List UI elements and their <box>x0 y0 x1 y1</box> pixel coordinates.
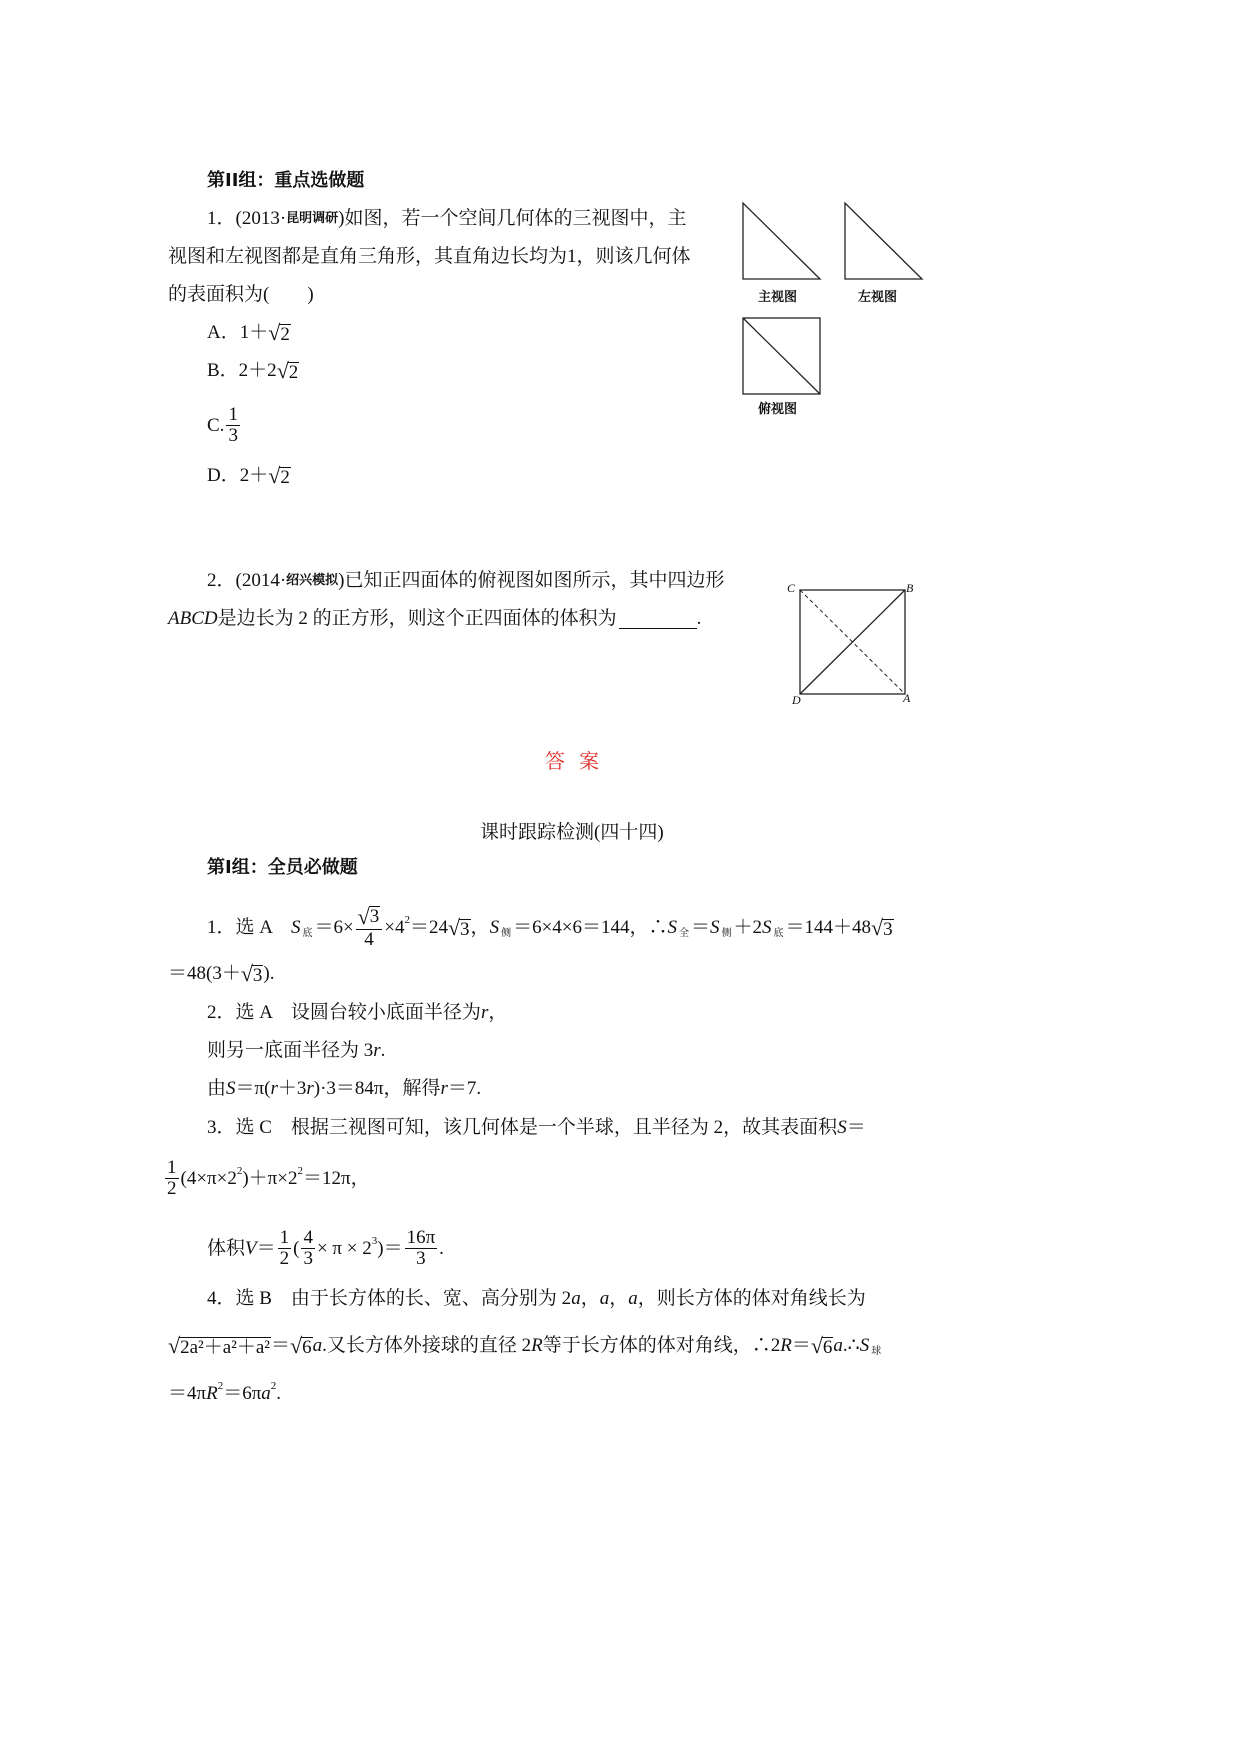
radical-sign: √ <box>871 915 884 940</box>
math-variable: S <box>762 917 772 938</box>
denominator <box>303 1249 313 1269</box>
q1-line <box>207 207 687 231</box>
math-variable: a <box>261 1383 271 1404</box>
math-variable: r <box>480 1002 489 1023</box>
radicand: 3 <box>883 919 893 940</box>
subscript: 底 <box>773 928 784 939</box>
text: ＝ <box>791 1335 811 1356</box>
text: ＝6π <box>223 1383 262 1404</box>
radical-sign: √ <box>240 961 253 986</box>
text: ， <box>609 1288 629 1309</box>
subscript: 侧 <box>721 928 732 939</box>
numerator <box>405 1228 438 1249</box>
option-d <box>207 464 291 488</box>
text: )＝ <box>377 1237 403 1259</box>
fraction <box>301 1228 315 1269</box>
answers-title: 答案 <box>545 749 613 773</box>
subscript: 全 <box>679 928 689 939</box>
text: 3 <box>303 1248 313 1269</box>
source-label: 绍兴模拟 <box>286 573 339 588</box>
sqrt-expression <box>277 359 300 383</box>
text: 是边长为 2 的正方形，则这个正四面体的体积为 <box>217 608 617 629</box>
text: ＝144＋48 <box>785 917 872 938</box>
math-variable: S <box>710 917 720 938</box>
text: ＝ <box>270 1335 290 1356</box>
denominator <box>167 1179 177 1199</box>
math-variable: S <box>290 917 301 938</box>
text: C. <box>207 414 225 436</box>
math-variable: a <box>312 1335 323 1356</box>
radical-sign: √ <box>357 904 370 929</box>
answer-4-cont <box>168 1382 281 1406</box>
math-variable: R <box>780 1335 792 1356</box>
denominator <box>364 930 374 950</box>
text: 1 <box>279 1227 290 1248</box>
text: 则另一底面半径为 3 <box>207 1040 374 1061</box>
text: ＋3 <box>277 1078 307 1099</box>
subscript: 底 <box>302 928 313 939</box>
source-label: 昆明调研 <box>286 211 339 226</box>
text: ， <box>470 917 490 938</box>
text: ， <box>580 1288 600 1309</box>
text: 3 <box>416 1248 426 1269</box>
radicand: 3 <box>460 919 470 940</box>
math-variable: r <box>440 1078 448 1099</box>
numerator <box>165 1158 179 1179</box>
answer-2-cont <box>207 1077 481 1101</box>
text: . <box>696 608 702 629</box>
text: D．2＋ <box>207 465 269 486</box>
radical-sign: √ <box>168 1333 181 1358</box>
answer-3-volume <box>207 1228 444 1269</box>
numerator <box>301 1228 315 1249</box>
math-variable: r <box>373 1040 381 1061</box>
left-view-label: 左视图 <box>858 290 898 305</box>
denominator <box>228 426 238 446</box>
text: B．2＋2 <box>207 360 277 381</box>
sqrt-expression <box>241 962 264 986</box>
text: 体积 <box>207 1237 246 1259</box>
answer-4-cont <box>168 1334 883 1358</box>
top-view-label: 俯视图 <box>758 402 798 417</box>
radicand: 6 <box>822 1337 833 1358</box>
math-variable: S <box>489 917 500 938</box>
point-b: B <box>906 581 914 595</box>
option-c <box>207 405 242 446</box>
text: 4 <box>303 1227 313 1248</box>
superscript: 2 <box>404 914 410 926</box>
text: A．1＋ <box>207 322 269 343</box>
text: )·3＝84π，解得 <box>313 1078 441 1099</box>
text: ＝ <box>691 917 711 938</box>
math-variable: S <box>226 1078 236 1099</box>
math-variable: r <box>306 1078 314 1099</box>
text: ＝π( <box>235 1078 271 1099</box>
text: ×4 <box>384 917 405 938</box>
math-variable: ABCD <box>168 608 218 629</box>
option-b <box>207 359 299 383</box>
answer-blank <box>619 610 697 629</box>
answer-2 <box>207 1001 507 1025</box>
text: ＝ <box>256 1237 276 1259</box>
text: . <box>439 1237 444 1259</box>
subscript: 侧 <box>501 928 512 939</box>
radical-sign: √ <box>810 1333 823 1358</box>
numerator <box>226 405 240 426</box>
text: 视图和左视图都是直角三角形，其直角边长均为1，则该几何体 <box>168 246 691 267</box>
text: ，则长方体的体对角线长为 <box>637 1288 866 1309</box>
text: 4．选 B 由于长方体的长、宽、高分别为 2 <box>207 1288 572 1309</box>
text: .又长方体外接球的直径 2 <box>322 1335 532 1356</box>
math-variable: a <box>833 1335 843 1356</box>
q2-line <box>207 569 725 593</box>
radical-sign: √ <box>268 320 281 345</box>
numerator <box>356 906 383 930</box>
text: 2 <box>279 1248 290 1269</box>
answer-3 <box>207 1116 866 1140</box>
radicand: 3 <box>369 906 380 927</box>
text: ＝6× <box>314 917 354 938</box>
part1-heading: 第I组：全员必做题 <box>207 857 358 878</box>
answers-subtitle: 课时跟踪检测(四十四) <box>480 822 664 843</box>
math-variable: S <box>837 1117 847 1138</box>
sqrt-expression <box>290 1334 313 1358</box>
square-abcd-figure <box>795 585 910 700</box>
text: . <box>380 1040 386 1061</box>
superscript: 2 <box>270 1380 277 1392</box>
sqrt-expression <box>268 321 291 345</box>
math-variable: R <box>206 1383 218 1404</box>
subscript: 球 <box>871 1346 882 1357</box>
radicand: 2 <box>280 467 290 488</box>
option-a <box>207 321 291 345</box>
radical-sign: √ <box>289 1333 303 1358</box>
front-view-triangle <box>743 203 820 279</box>
answer-3-cont <box>163 1158 370 1199</box>
sqrt-expression <box>448 916 471 940</box>
text: (4×π×2 <box>180 1167 237 1189</box>
sqrt-expression <box>168 1334 271 1358</box>
text: ＝48(3＋ <box>168 963 241 984</box>
radical-sign: √ <box>268 463 281 488</box>
numerator <box>278 1228 292 1249</box>
sqrt-expression <box>811 1334 834 1358</box>
text: )已知正四面体的俯视图如图所示，其中四边形 <box>338 570 725 591</box>
point-d: D <box>792 693 801 707</box>
sqrt-expression <box>358 906 381 927</box>
text: 4 <box>364 929 374 950</box>
math-variable: S <box>859 1335 870 1356</box>
superscript: 2 <box>217 1380 224 1392</box>
point-c: C <box>787 581 796 595</box>
answer-1 <box>207 906 894 950</box>
text: ＝4π <box>168 1383 207 1404</box>
fraction <box>226 405 240 446</box>
sqrt-expression <box>871 916 894 940</box>
q1-line <box>168 283 314 307</box>
text: 3 <box>228 425 238 446</box>
math-variable: a <box>628 1288 638 1309</box>
answer-1-cont <box>168 962 274 986</box>
q1-line <box>168 245 691 269</box>
denominator <box>416 1249 426 1269</box>
radicand: 2a²＋a²＋a² <box>180 1337 270 1358</box>
text: 的表面积为( ) <box>168 284 314 305</box>
text: 1 <box>167 1157 177 1178</box>
text: 2 <box>167 1178 177 1199</box>
text: 2．(2014· <box>207 570 287 591</box>
text: ＝ <box>846 1117 866 1138</box>
q2-line <box>168 607 701 631</box>
text: 3．选 C 根据三视图可知，该几何体是一个半球，且半径为 2，故其表面积 <box>207 1117 838 1138</box>
superscript: 2 <box>297 1164 303 1177</box>
text: 1．选 A <box>207 917 291 938</box>
radicand: 2 <box>280 324 290 345</box>
fraction <box>405 1228 438 1269</box>
left-view-triangle <box>845 203 922 279</box>
text: )＋π×2 <box>242 1167 298 1189</box>
text: ＝24 <box>409 917 448 938</box>
text: ＝7. <box>447 1078 482 1099</box>
text: ＝12π， <box>303 1167 370 1189</box>
superscript: 2 <box>236 1164 243 1177</box>
radicand: 2 <box>288 362 299 383</box>
math-variable: R <box>531 1335 543 1356</box>
text: ＋2 <box>733 917 763 938</box>
math-variable: S <box>667 917 677 938</box>
fraction <box>278 1228 292 1269</box>
text: 1．(2013· <box>207 208 287 229</box>
radicand: 6 <box>302 1337 312 1358</box>
text: )如图，若一个空间几何体的三视图中，主 <box>338 208 687 229</box>
text: . <box>276 1383 282 1404</box>
radicand: 3 <box>252 965 263 986</box>
text: 由 <box>207 1078 227 1099</box>
radical-sign: √ <box>447 915 461 940</box>
fraction <box>356 906 383 950</box>
text: 2．选 A 设圆台较小底面半径为 <box>207 1002 481 1023</box>
fraction <box>165 1158 179 1199</box>
superscript: 3 <box>371 1234 378 1247</box>
radical-sign: √ <box>276 358 289 383</box>
answer-4 <box>207 1287 866 1311</box>
text: ， <box>488 1002 508 1023</box>
math-variable: r <box>270 1078 278 1099</box>
text: ( <box>293 1237 300 1259</box>
front-view-label: 主视图 <box>758 290 798 305</box>
math-variable: V <box>245 1237 257 1259</box>
answer-2-cont <box>207 1039 385 1063</box>
sqrt-expression <box>268 464 291 488</box>
denominator <box>280 1249 290 1269</box>
point-a: A <box>903 691 911 705</box>
text: ＝6×4×6＝144，∴ <box>513 917 668 938</box>
text: ). <box>263 963 275 984</box>
math-variable: a <box>599 1288 610 1309</box>
text: 等于长方体的体对角线，∴2 <box>542 1335 781 1356</box>
text: 16π <box>406 1227 436 1248</box>
text: .∴ <box>842 1335 860 1356</box>
text: 1 <box>228 404 238 425</box>
part2-heading: 第II组：重点选做题 <box>207 170 365 191</box>
text: × π × 2 <box>316 1237 372 1259</box>
math-variable: a <box>571 1288 581 1309</box>
